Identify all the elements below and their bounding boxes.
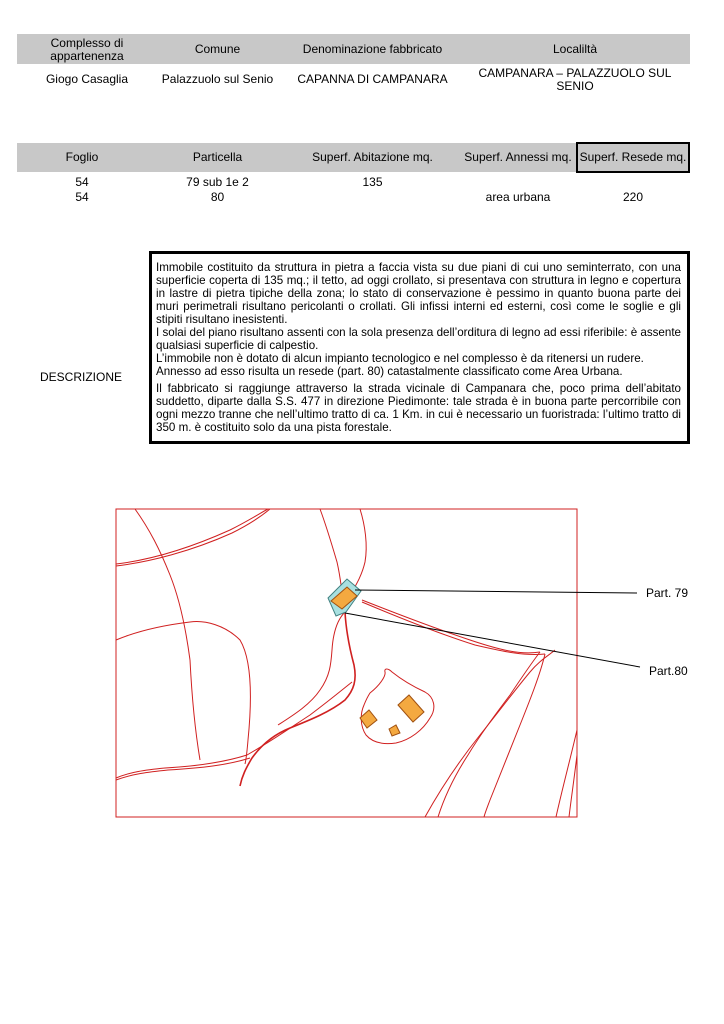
map-boundary-line: [116, 622, 250, 764]
table1-cell-complesso: Giogo Casaglia: [45, 72, 129, 86]
table1-cell-comune: Palazzuolo sul Senio: [161, 72, 274, 86]
map-boundary-line: [362, 602, 545, 655]
description-paragraph: Annesso ad esso risulta un resede (part. 80) catastalmente classificato come Area Urbana.: [156, 365, 623, 378]
map-frame: [116, 509, 577, 817]
table2-header-resede: Superf. Resede mq.: [579, 150, 687, 164]
table2-r2-resede: 220: [622, 190, 644, 204]
map-boundary-line: [352, 509, 366, 592]
table2-header-particella: Particella: [192, 150, 243, 164]
table1-header-complesso: Complesso di appartenenza: [50, 36, 124, 63]
table2-header-foglio: Foglio: [65, 150, 99, 164]
map-leader-line-80: [345, 613, 640, 667]
table2-header-abitazione: Superf. Abitazione mq.: [312, 150, 433, 164]
map-boundary-line: [438, 652, 540, 817]
table1-header-localita: Localiltà: [552, 42, 598, 56]
table1-header-denominazione: Denominazione fabbricato: [302, 42, 443, 56]
map-boundary-line: [484, 654, 545, 817]
table2-r1-abitazione: 135: [362, 175, 383, 189]
table1-cell-denominazione: CAPANNA DI CAMPANARA: [297, 72, 448, 86]
map-label-part79: Part. 79: [646, 586, 689, 600]
description-paragraph: L’immobile non è dotato di alcun impianto tecnologico e nel complesso è da ritenersi un rudere.: [156, 352, 644, 365]
map-boundary-line: [116, 509, 268, 564]
map-boundary-line: [362, 600, 540, 653]
map-label-part80: Part.80: [649, 664, 688, 678]
table1-cell-localita: CAMPANARA – PALAZZUOLO SUL SENIO: [478, 66, 672, 93]
map-boundary-line: [135, 509, 190, 660]
map-boundary-line: [190, 660, 200, 760]
map-boundary-line: [116, 509, 270, 566]
table2-r2-foglio: 54: [75, 190, 89, 204]
table2-r1-particella: 79 sub 1e 2: [186, 175, 249, 189]
map-boundary-line: [320, 509, 342, 592]
map-building: [389, 725, 400, 736]
table2-header-annessi: Superf. Annessi mq.: [464, 150, 572, 164]
table2-r2-particella: 80: [210, 190, 225, 204]
table1-header-comune: Comune: [194, 42, 241, 56]
map-leader-line-79: [355, 590, 637, 593]
description-paragraph: Il fabbricato si raggiunge attraverso la strada vicinale di Campanara che, poco prima dell’abitato suddetto, diparte dalla S.S. 477 in direzione Piedimonte: tale strada è in buona parte percorribile con ogni mezzo tranne che nell’ultimo tratto di ca. 1 Km. in cui è necessario un fuoristrada: l’ultimo tratto di 350 m. è costituito solo da una pista forestale.: [156, 382, 681, 434]
description-paragraph: I solai del piano risultano assenti con la sola presenza dell’orditura di legno ad essi riferibile: è assente qualsiasi superficie di calpestio.: [156, 326, 681, 352]
map-boundary-line: [116, 682, 352, 778]
description-paragraph: Immobile costituito da struttura in pietra a faccia vista su due piani di cui uno seminterrato, con una superficie coperta di 135 mq.; il tetto, ad oggi crollato, si presentava con struttura in legno e copertura in lastre di pietra tipiche della zona; lo stato di conservazione è pessimo in quanto buona parte dei muri perimetrali risultano pericolanti o crollati. Gli infissi interni ed esterni, così come le soglie e gli stipiti risultano inesistenti.: [156, 261, 681, 326]
table2-r2-annessi: area urbana: [485, 190, 551, 204]
map-building: [398, 695, 424, 722]
map-boundary-line: [425, 650, 555, 817]
map-boundary-line: [569, 755, 577, 817]
table2-r1-foglio: 54: [75, 175, 89, 189]
map-road: [278, 612, 345, 725]
map-building: [360, 710, 377, 728]
map-boundary-line: [556, 730, 577, 817]
map-boundary-line: [116, 758, 250, 780]
map-road: [240, 612, 355, 786]
description-label: DESCRIZIONE: [40, 370, 123, 384]
